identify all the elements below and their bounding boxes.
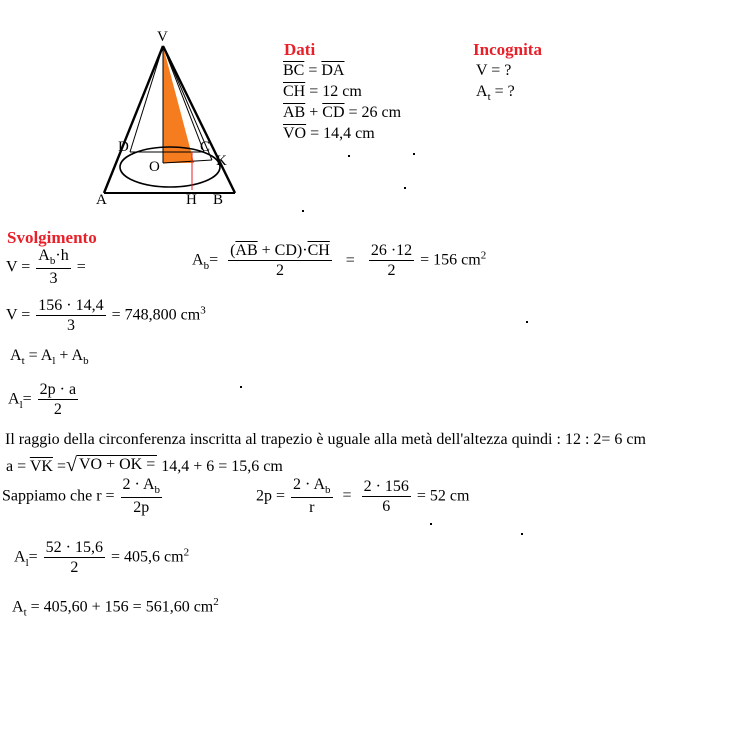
label-o: O <box>149 159 160 175</box>
formula-base-area: $A_b=$ $\frac{(\overline{AB} + CD)\cdot\overline{CH}}{2}$ = $\frac{26 \cdot 12}{2}$ = 156 $cm^2$ <box>192 242 487 279</box>
label-d: D <box>118 139 129 155</box>
formula-perimeter: 2p = $\frac{2 \cdot A_b}{r}$ = $\frac{2 \cdot 156}{6}$ = 52 cm <box>256 476 470 517</box>
incognita-line-2: $A_t$ = ? <box>476 83 515 104</box>
edge-vd <box>130 46 163 152</box>
incognita-line-1: V = ? <box>476 62 512 79</box>
formula-lateral-area-result: $A_l=$ $\frac{52 \cdot 15,6}{2}$ = 405,6 $cm^2$ <box>14 539 190 576</box>
dati-line-2: $\overline{CH} = 12$ cm <box>283 83 362 100</box>
dati-line-3: $\overline{AB} + \overline{CD} = 26$ cm <box>283 104 402 121</box>
stray-dot <box>430 523 432 525</box>
label-k: K <box>216 153 227 169</box>
stray-dot <box>240 386 242 388</box>
label-c: C <box>200 139 211 155</box>
label-h: H <box>186 192 197 208</box>
label-a: A <box>96 192 107 208</box>
formula-radius: Sappiamo che r = $\frac{2 \cdot A_b}{2p}$ <box>2 476 161 517</box>
cone-diagram <box>0 0 260 215</box>
stray-dot <box>404 187 406 189</box>
orange-triangle <box>163 46 194 163</box>
dati-title: Dati <box>284 40 316 59</box>
label-b: B <box>213 192 224 208</box>
label-v: V <box>157 29 168 45</box>
formula-total-area-result: $A_t = 405,60 + 156 = 561,60$ $cm^2$ <box>12 596 219 619</box>
stray-dot <box>413 153 415 155</box>
stray-dot <box>526 321 528 323</box>
stray-dot <box>302 210 304 212</box>
explanation-text: Il raggio della circonferenza inscritta al trapezio è uguale alla metà dell'altezza quindi : 12 : 2= 6 cm <box>5 431 646 448</box>
formula-volume: V = $\frac{A_b\cdot h}{3}$ = <box>6 247 86 288</box>
svolgimento-title: Svolgimento <box>7 228 97 247</box>
formula-volume-result: V = $\frac{156 \cdot 14,4}{3}$ = 748,800 $cm^3$ <box>6 297 206 334</box>
stray-dot <box>348 155 350 157</box>
formula-apothem: $a = \overline{VK}$ = √ VO + $\overline{OK}$ = 14,4 + 6 = 15,6 cm <box>6 454 283 476</box>
stray-dot <box>521 533 523 535</box>
dati-line-4: $\overline{VO} = 14,4$ cm <box>283 125 375 142</box>
dati-line-1: $\overline{BC} = \overline{DA}$ <box>283 62 345 79</box>
formula-total-area: $A_t = A_l + A_b$ <box>10 347 89 368</box>
formula-lateral-area: $A_l=$ $\frac{2p \cdot a}{2}$ <box>8 381 77 418</box>
incognita-title: Incognita <box>473 40 542 59</box>
